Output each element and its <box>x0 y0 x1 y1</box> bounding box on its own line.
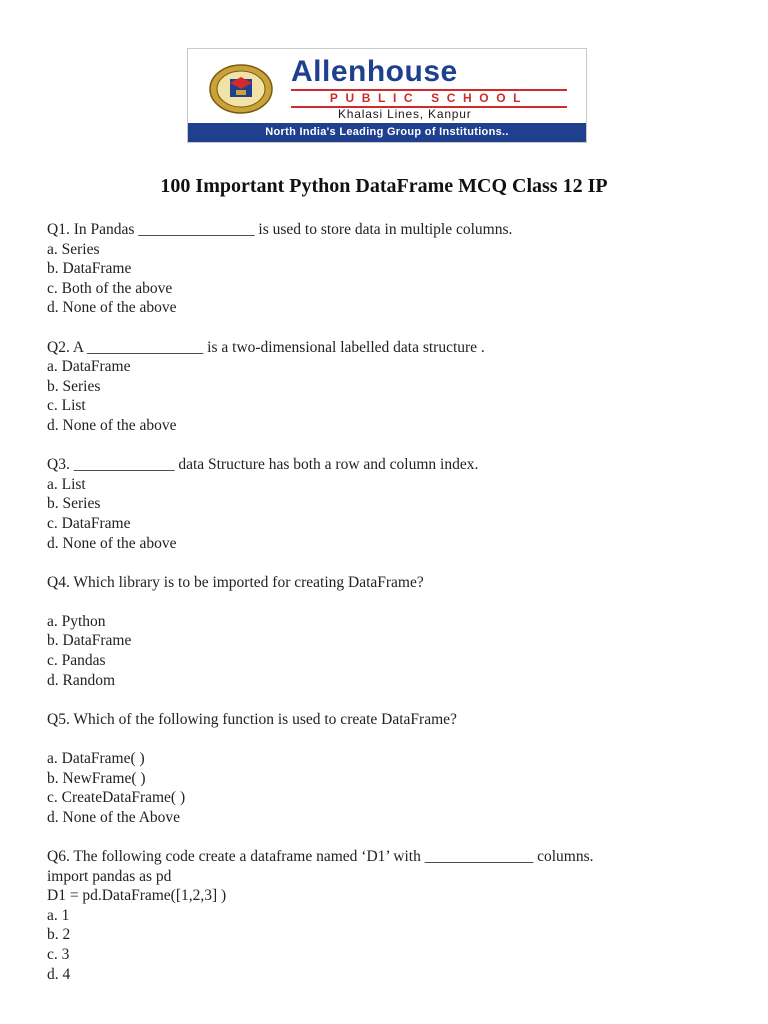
answer-option: c. List <box>47 397 86 415</box>
answer-option: c. Both of the above <box>47 279 173 297</box>
question-block <box>47 455 737 553</box>
question-block <box>47 573 737 691</box>
question-block <box>47 847 737 984</box>
question-block <box>47 220 737 318</box>
question-text: Q1. In Pandas _______________ is used to store data in multiple columns. <box>47 221 513 238</box>
question-text: Q3. _____________ data Structure has both a row and column index. <box>47 456 479 474</box>
blank-line <box>47 729 737 749</box>
answer-option: d. None of the above <box>47 299 177 317</box>
question-list <box>47 220 737 1004</box>
answer-option: c. CreateDataFrame( ) <box>47 789 186 807</box>
answer-option: b. NewFrame( ) <box>47 769 146 787</box>
answer-option: a. DataFrame <box>47 358 131 376</box>
answer-option: d. None of the above <box>47 534 177 552</box>
question-text: Q2. A _______________ is a two-dimensional labelled data structure . <box>47 338 485 356</box>
question-text: Q5. Which of the following function is used to create DataFrame? <box>47 710 457 728</box>
answer-option: a. Python <box>47 612 106 630</box>
answer-option: b. Series <box>47 495 101 513</box>
blank-line <box>47 592 737 612</box>
answer-option: b. 2 <box>47 926 71 944</box>
answer-option: a. DataFrame( ) <box>47 750 145 768</box>
code-line: import pandas as pd <box>47 867 172 885</box>
answer-option: c. Pandas <box>47 652 106 670</box>
answer-option: a. List <box>47 475 86 493</box>
answer-option: c. DataFrame <box>47 514 131 532</box>
answer-option: b. DataFrame <box>47 260 132 278</box>
answer-option: a. 1 <box>47 906 70 924</box>
answer-option: d. None of the Above <box>47 808 181 826</box>
question-block <box>47 710 737 828</box>
answer-option: d. Random <box>47 671 116 689</box>
question-block <box>47 338 737 436</box>
school-seal-logo <box>208 63 274 115</box>
answer-option: b. Series <box>47 377 101 395</box>
school-location: Khalasi Lines, Kanpur <box>338 107 472 121</box>
school-tagline: North India's Leading Group of Institutions.. <box>188 123 586 142</box>
school-name: Allenhouse <box>291 55 458 88</box>
school-banner <box>187 48 587 143</box>
code-line: D1 = pd.DataFrame([1,2,3] ) <box>47 887 227 905</box>
answer-option: c. 3 <box>47 945 70 963</box>
question-text: Q6. The following code create a dataframe named ‘D1’ with ______________ columns. <box>47 848 594 865</box>
answer-option: d. 4 <box>47 965 71 983</box>
question-text: Q4. Which library is to be imported for creating DataFrame? <box>47 573 424 591</box>
answer-option: d. None of the above <box>47 416 177 434</box>
document-title: 100 Important Python DataFrame MCQ Class 12 IP <box>160 175 608 197</box>
answer-option: a. Series <box>47 240 100 258</box>
answer-option: b. DataFrame <box>47 632 132 650</box>
school-subtitle: PUBLIC SCHOOL <box>291 89 567 108</box>
